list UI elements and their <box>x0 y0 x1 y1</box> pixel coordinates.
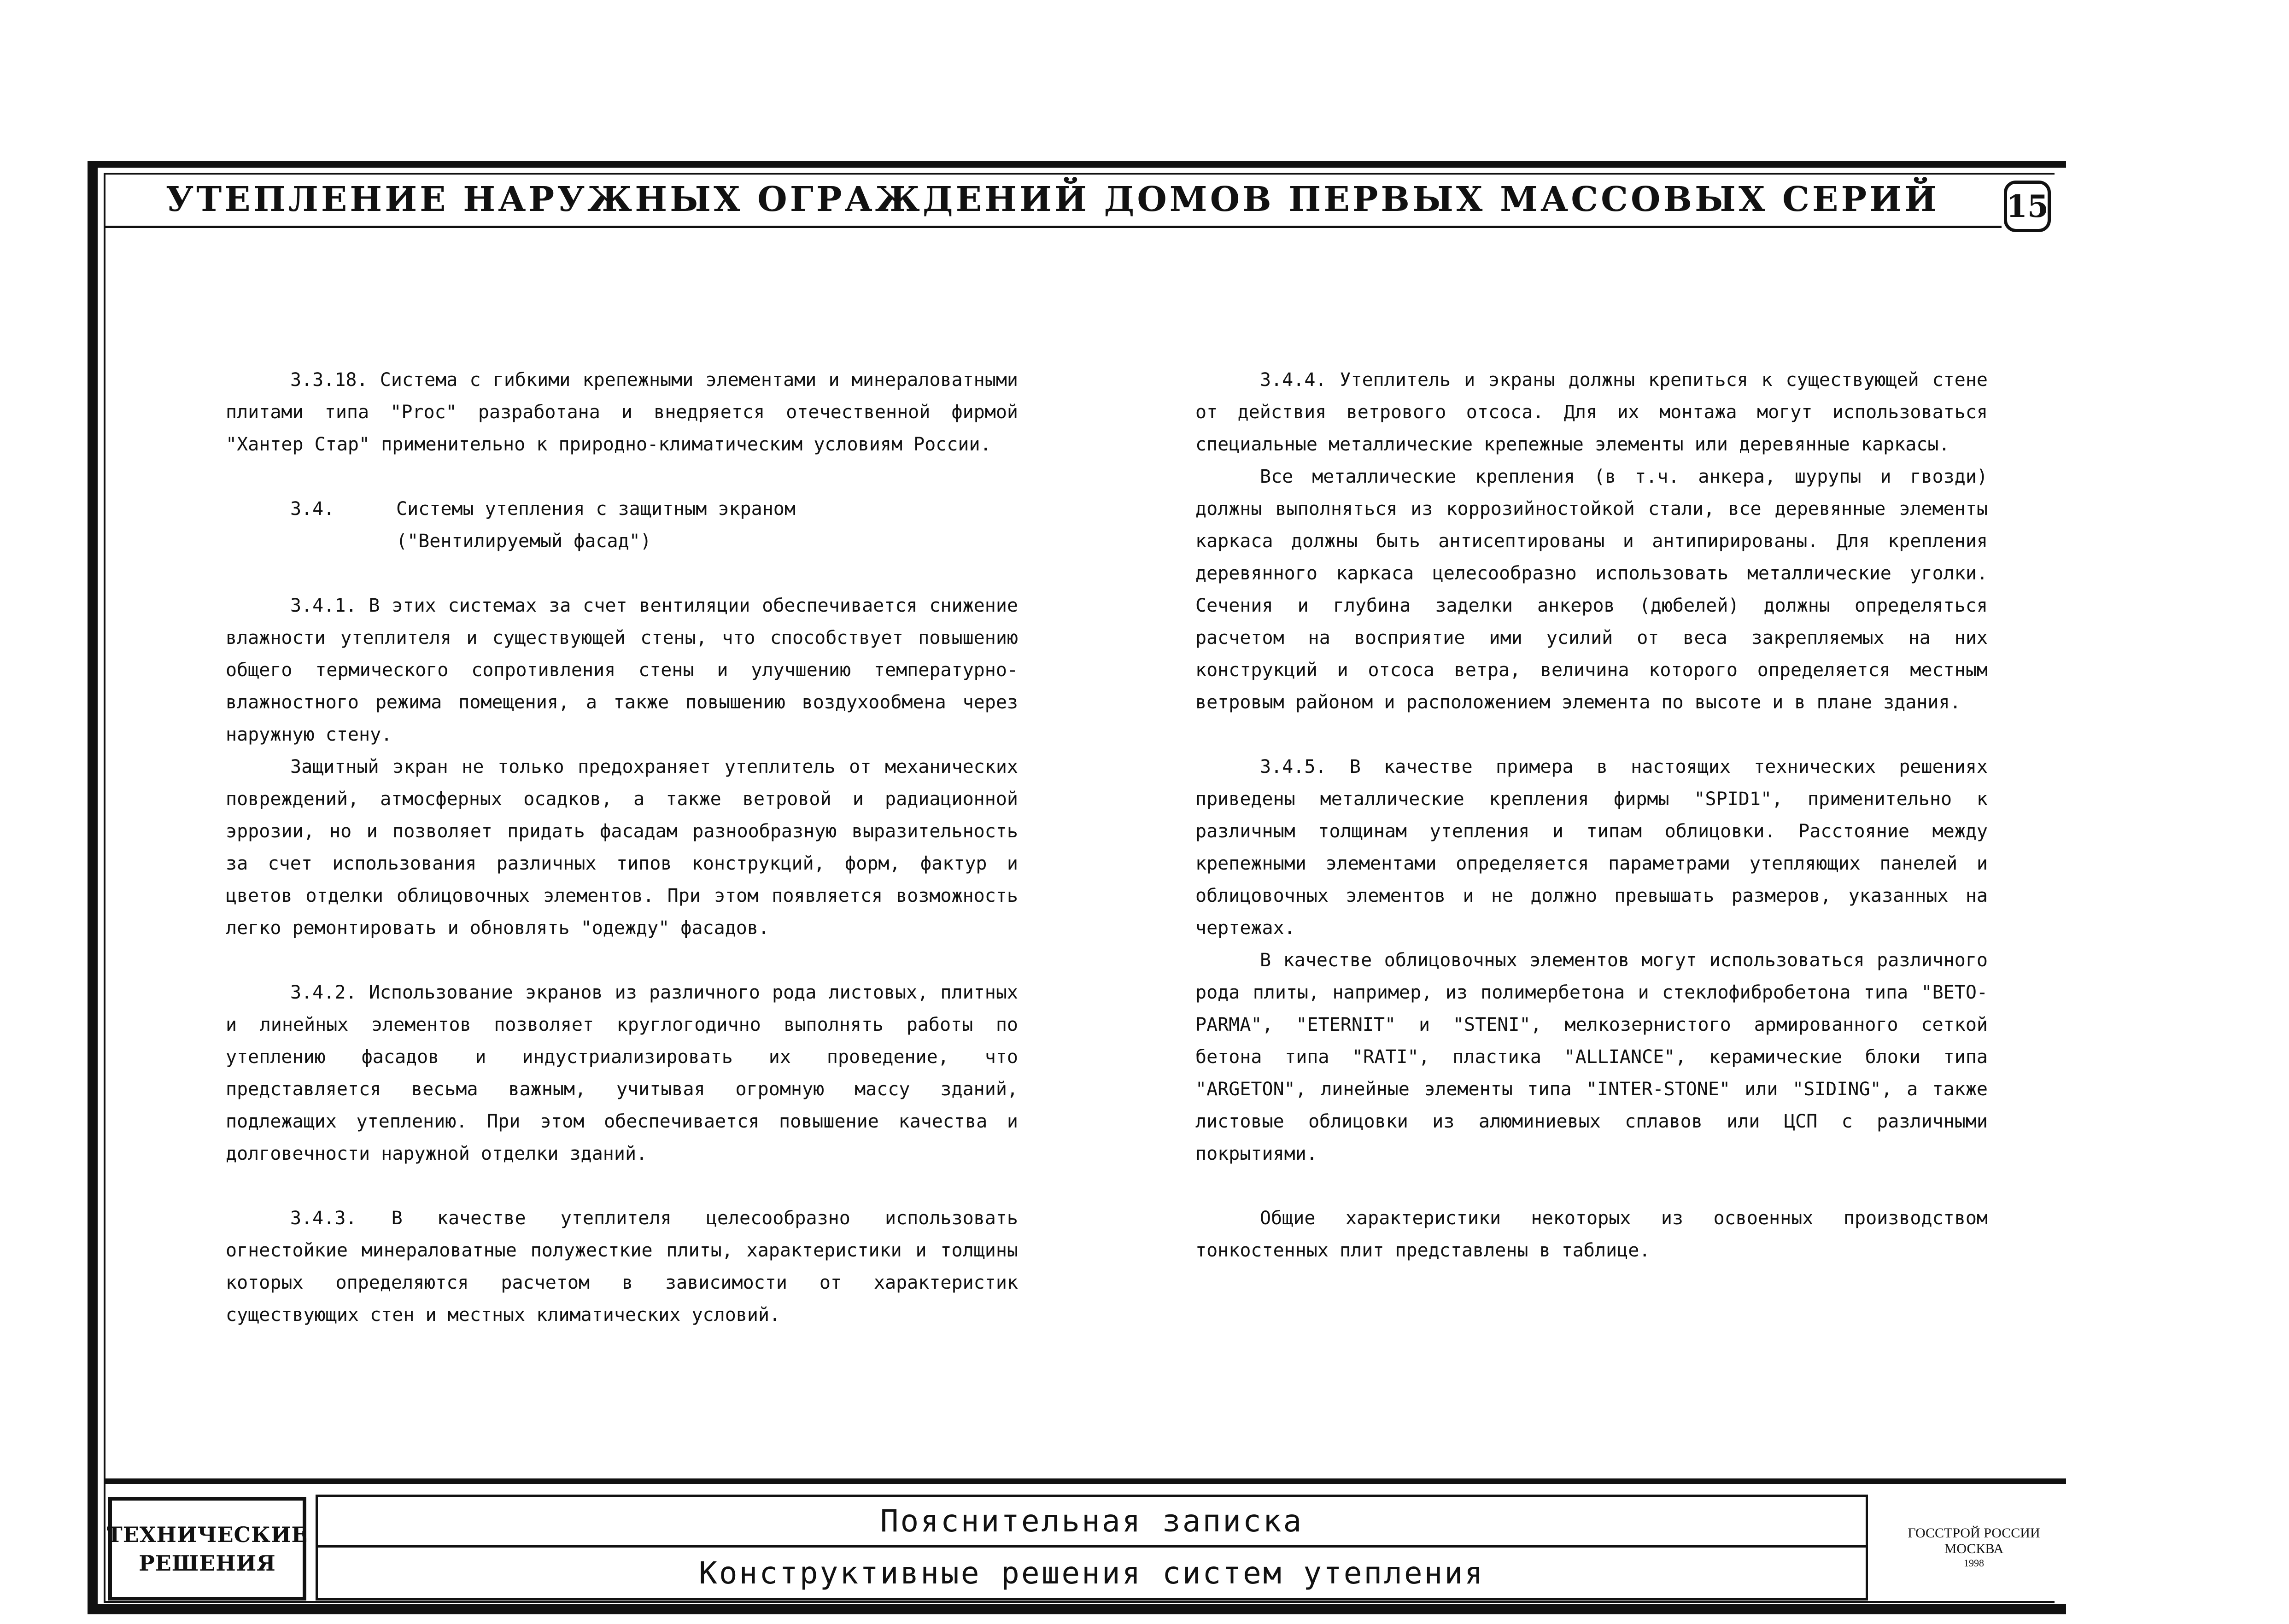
footer-stamp-line2: РЕШЕНИЯ <box>139 1550 276 1576</box>
section-number: 3.4. <box>290 498 335 520</box>
footer-document-type: Пояснительная записка <box>318 1497 1866 1548</box>
paragraph-3-4-1-cont: Защитный экран не только предохраняет утеплитель от механических повреждений, атмосферных осадков, а также ветровой и радиационной эррозии, но и позволяет придать фасадам разнообразную выразительность за счет использования различных типов конструкций, форм, фактур и цветов отделки облицовочных элементов. При этом появляется возможность легко ремонтировать и обновлять "одежду" фасадов. <box>226 756 1018 939</box>
header-title-box <box>104 173 2002 228</box>
paragraph-3-4-4: 3.4.4. Утеплитель и экраны должны крепиться к существующей стене от действия ветрового отсоса. Для их монтажа могут использоваться специальные металлические крепежные элементы или деревянные каркасы. <box>1195 369 1988 455</box>
footer-publisher <box>1882 1495 2066 1601</box>
paragraph-3-4-3: 3.4.3. В качестве утеплителя целесообразно использовать огнестойкие минераловатные полужесткие плиты, характеристики и толщины которых определяются расчетом в зависимости от характеристик существующих стен и местных климатических условий. <box>226 1208 1018 1326</box>
footer-stamp-line1: ТЕХНИЧЕСКИЕ <box>106 1522 308 1547</box>
right-column <box>1195 364 1988 1267</box>
paragraph-3-4-2: 3.4.2. Использование экранов из различного рода листовых, плитных и линейных элементов позволяет круглогодично выполнять работы по утеплению фасадов и индустриализировать их проведение, что представляется весьма важным, учитывая огромную массу зданий, подлежащих утеплению. При этом обеспечивается повышение качества и долговечности наружной отделки зданий. <box>226 982 1018 1164</box>
page-number-badge <box>2004 181 2051 232</box>
footer-stamp-box <box>108 1497 306 1601</box>
paragraph-3-4-4-cont: Все металлические крепления (в т.ч. анкера, шурупы и гвозди) должны выполняться из коррозийностойкой стали, все деревянные элементы каркаса должны быть антисептированы и антипирированы. Для крепления деревянного каркаса целесообразно использовать металлические уголки. Сечения и глубина заделки анкеров (дюбелей) должны определяться расчетом на восприятие ими усилий от веса закрепляемых на них конструкций и отсоса ветра, величина которого определяется местным ветровым районом и расположением элемента по высоте и в плане здания. <box>1195 466 1988 713</box>
spacer <box>226 1170 1018 1202</box>
footer-document-title: Конструктивные решения систем утепления <box>699 1555 1485 1591</box>
page-title: УТЕПЛЕНИЕ НАРУЖНЫХ ОГРАЖДЕНИЙ ДОМОВ ПЕРВЫХ МАССОВЫХ СЕРИЙ <box>166 179 1939 219</box>
publisher-name: ГОССТРОЙ РОССИИ <box>1908 1525 2040 1541</box>
publisher-city: МОСКВА <box>1944 1541 2004 1556</box>
spacer <box>226 944 1018 976</box>
page-number: 15 <box>2006 188 2049 224</box>
spacer <box>1195 1170 1988 1202</box>
publisher-year: 1998 <box>1964 1557 1984 1569</box>
title-block <box>104 1478 2066 1603</box>
footer-title-box <box>316 1495 1868 1601</box>
paragraph-general: Общие характеристики некоторых из освоенных производством тонкостенных плит представлены в таблице. <box>1195 1208 1988 1261</box>
paragraph-3-4-5-cont: В качестве облицовочных элементов могут использоваться различного рода плиты, например, из полимербетона и стеклофибробетона типа "BETO-PARMA", "ETERNIT" и "STENI", мелкозернистого армированного сеткой бетона типа "RATI", пластика "ALLIANCE", керамические блоки типа "ARGETON", линейные элементы типа "INTER-STONE" или "SIDING", а также листовые облицовки из алюминиевых сплавов или ЦСП с различными покрытиями. <box>1195 950 1988 1164</box>
spacer <box>226 461 1018 493</box>
paragraph-3-4-1: 3.4.1. В этих системах за счет вентиляции обеспечивается снижение влажности утеплителя и существующей стены, что способствует повышению общего термического сопротивления стены и улучшению температурно-влажностного режима помещения, а также повышению воздухообмена через наружную стену. <box>226 595 1018 745</box>
spacer <box>1195 719 1988 751</box>
spacer <box>226 557 1018 590</box>
section-title: Системы утепления с защитным экраном ("Вентилируемый фасад") <box>396 498 796 552</box>
left-column <box>226 364 1018 1331</box>
paragraph-3-3-18: 3.3.18. Система с гибкими крепежными элементами и минераловатными плитами типа "Proc" разработана и внедряется отечественной фирмой "Хантер Стар" применительно к природно-климатическим условиям России. <box>226 369 1018 455</box>
section-3-4-heading <box>226 493 1018 557</box>
paragraph-3-4-5: 3.4.5. В качестве примера в настоящих технических решениях приведены металлические крепления фирмы "SPID1", применительно к различным толщинам утепления и типам облицовки. Расстояние между крепежными элементами определяется параметрами утепляющих панелей и облицовочных элементов и не должно превышать размеров, указанных на чертежах. <box>1195 756 1988 939</box>
footer-divider <box>104 1478 2066 1484</box>
